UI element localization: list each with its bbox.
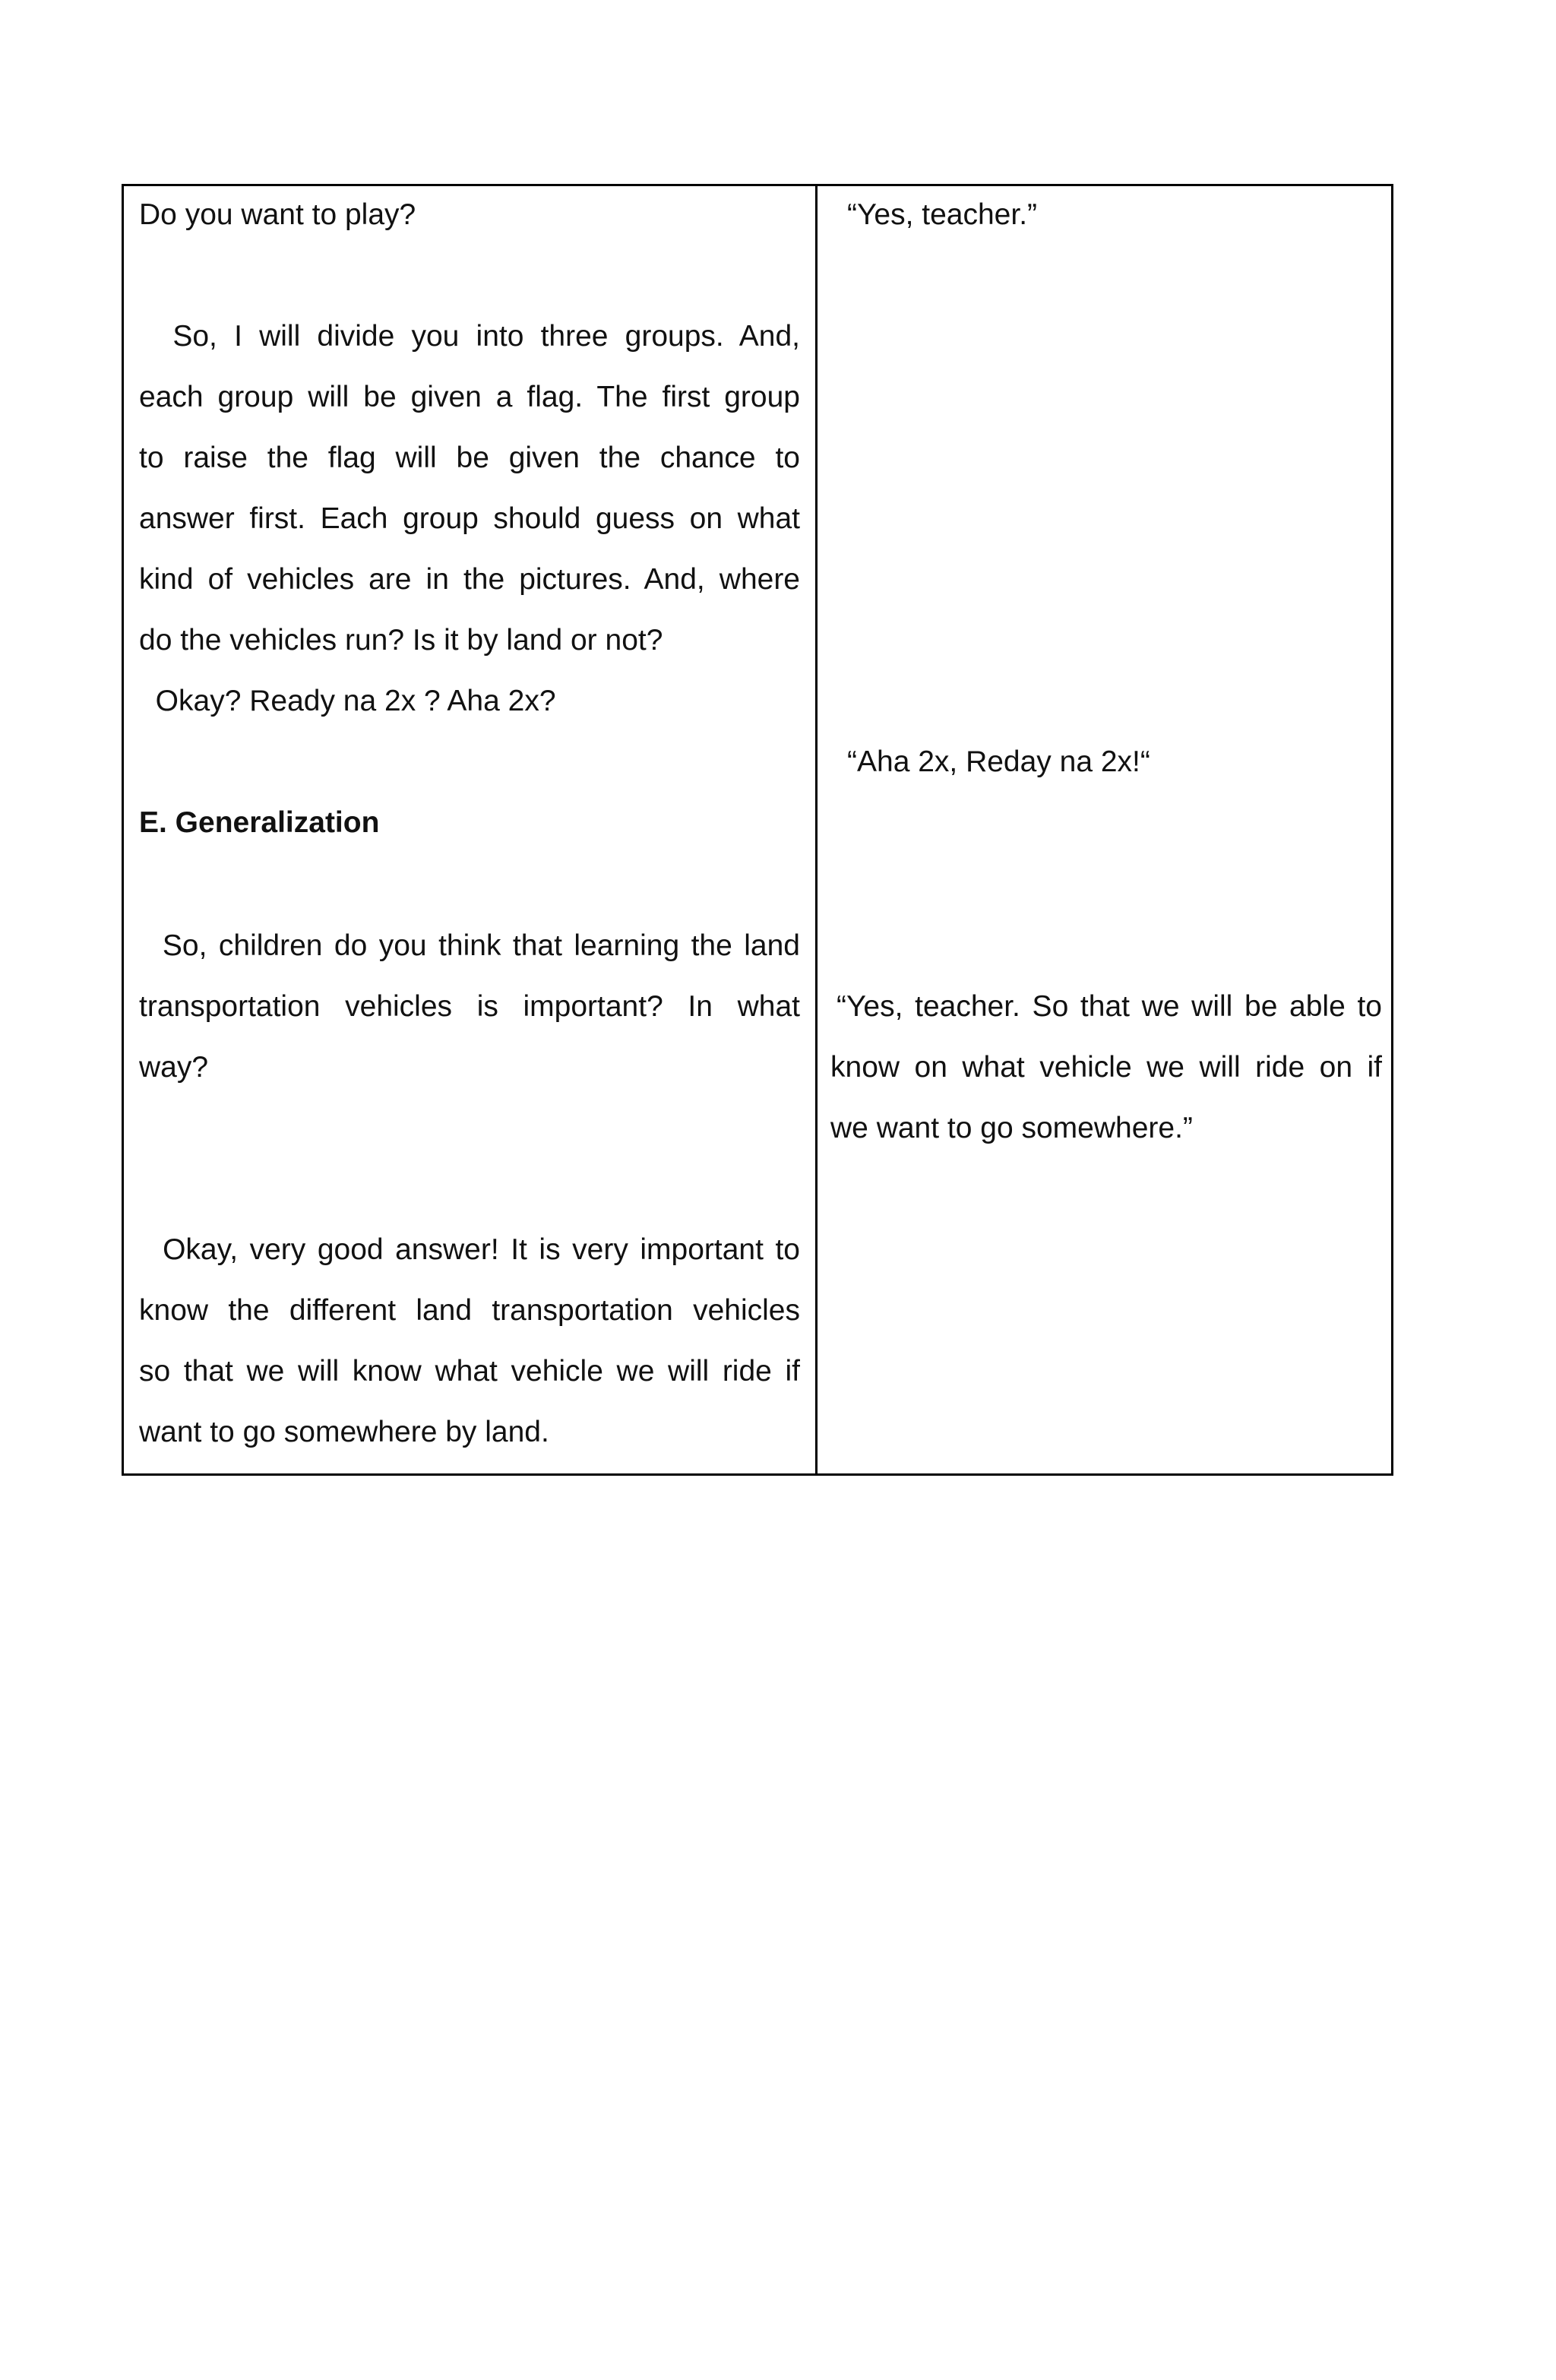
teacher-text-line: way? (139, 1051, 209, 1084)
student-response-line: “Aha 2x, Reday na 2x!“ (847, 745, 1150, 778)
lesson-plan-table (122, 184, 1393, 1476)
teacher-text-line: So, children do you think that learning the land (139, 929, 800, 962)
student-response-line: “Yes, teacher.” (847, 198, 1038, 231)
teacher-text-line: Okay? Ready na 2x ? Aha 2x? (139, 685, 556, 717)
teacher-text-line: answer first. Each group should guess on what (139, 502, 800, 535)
teacher-text-line: want to go somewhere by land. (139, 1416, 549, 1448)
teacher-text-line: so that we will know what vehicle we will ride if (139, 1355, 800, 1388)
student-response-line: know on what vehicle we will ride on if (830, 1051, 1382, 1084)
teacher-text-line: do the vehicles run? Is it by land or not? (139, 624, 663, 657)
column-divider (815, 186, 818, 1473)
student-response-line: “Yes, teacher. So that we will be able to (837, 990, 1382, 1023)
teacher-text-line: Okay, very good answer! It is very important to (139, 1233, 800, 1266)
teacher-text-line: each group will be given a flag. The first group (139, 381, 800, 413)
teacher-text-line: know the different land transportation vehicles (139, 1294, 800, 1327)
section-heading: E. Generalization (139, 806, 380, 839)
student-response-line: we want to go somewhere.” (830, 1112, 1193, 1144)
teacher-text-line: kind of vehicles are in the pictures. And, where (139, 563, 800, 596)
teacher-text-line: to raise the flag will be given the chance to (139, 442, 800, 474)
teacher-text-line: So, I will divide you into three groups. And, (139, 320, 800, 353)
teacher-text-line: Do you want to play? (139, 198, 416, 231)
teacher-text-line: transportation vehicles is important? In what (139, 990, 800, 1023)
